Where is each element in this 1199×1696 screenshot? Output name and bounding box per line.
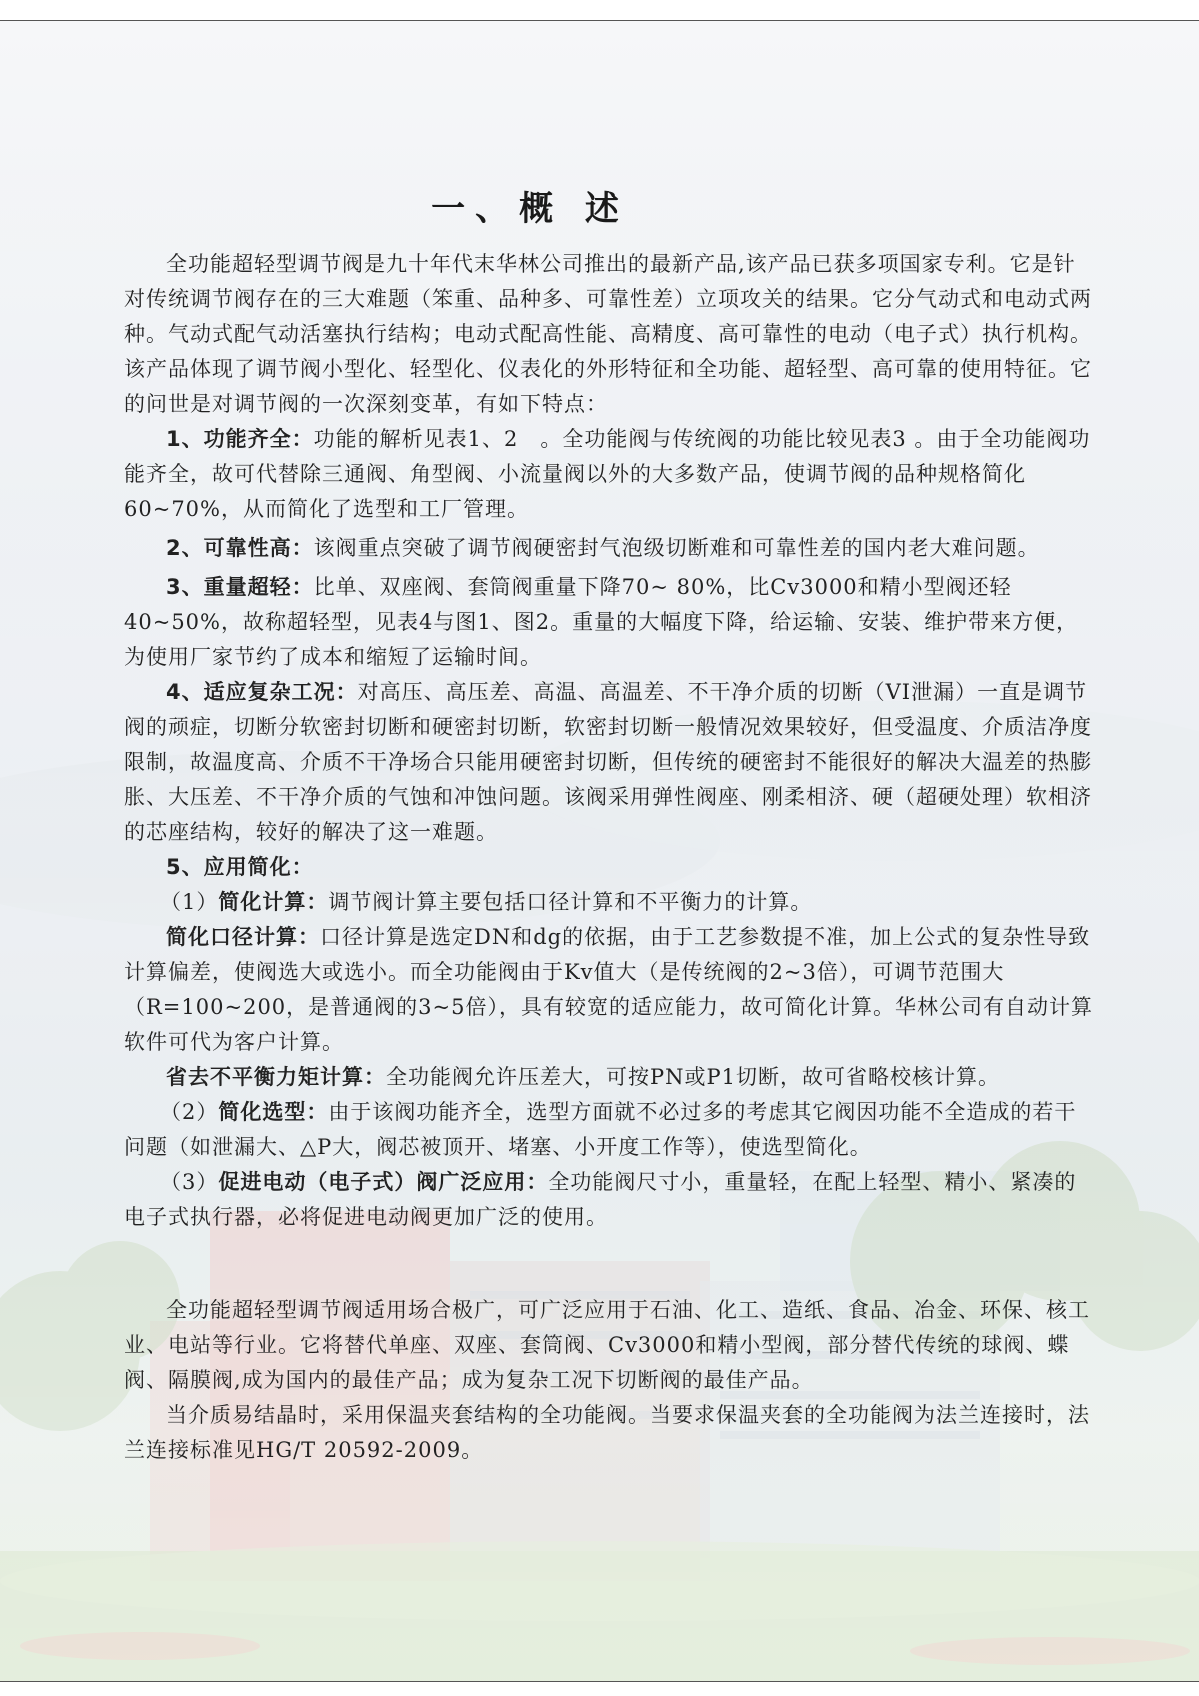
feature-4-text: 对高压、高压差、高温、高温差、不干净介质的切断（VI泄漏）一直是调节阀的顽症，切断分软密封切断和硬密封切断，软密封切断一般情况效果较好，但受温度、介质洁净度限制，故温度高、介质不干净场合只能用硬密封切断，但传统的硬密封不能很好的解决大温差的热膨胀、大压差、不干净介质的气蚀和冲蚀问题。该阀采用弹性阀座、刚柔相济、硬（超硬处理）软相济的芯座结构，较好的解决了这一难题。 bbox=[124, 680, 1092, 844]
simplify-1-prefix: （1） bbox=[160, 890, 219, 914]
simplify-1-heading: 简化计算： bbox=[218, 890, 329, 914]
body-text bbox=[124, 247, 1094, 1468]
simplify-2-text: 由于该阀功能齐全，选型方面就不必过多的考虑其它阀因功能不全造成的若干问题（如泄漏大、△P大，阀芯被顶开、堵塞、小开度工作等），使选型简化。 bbox=[124, 1100, 1077, 1159]
feature-4-heading: 4、适应复杂工况： bbox=[166, 680, 358, 704]
simplify-1a-heading: 简化口径计算： bbox=[166, 925, 320, 949]
simplify-1-text: 调节阀计算主要包括口径计算和不平衡力的计算。 bbox=[328, 890, 813, 914]
feature-3-text: 比单、双座阀、套筒阀重量下降70~ 80%，比Cv3000和精小型阀还轻40~50%，故称超轻型，见表4与图1、图2。重量的大幅度下降，给运输、安装、维护带来方便，为使用厂家节约了成本和缩短了运输时间。 bbox=[124, 575, 1079, 669]
simplify-1b-text: 全功能阀允许压差大，可按PN或P1切断，故可省略校核计算。 bbox=[386, 1065, 1000, 1089]
simplify-3-prefix: （3） bbox=[160, 1170, 219, 1194]
feature-1 bbox=[124, 422, 1094, 527]
page-frame bbox=[0, 20, 1199, 1682]
feature-4 bbox=[124, 675, 1094, 850]
feature-3-heading: 3、重量超轻： bbox=[166, 575, 314, 599]
application-paragraph: 全功能超轻型调节阀适用场合极广，可广泛应用于石油、化工、造纸、食品、冶金、环保、核工业、电站等行业。它将替代单座、双座、套筒阀、Cv3000和精小型阀，部分替代传统的球阀、蝶阀、隔膜阀,成为国内的最佳产品；成为复杂工况下切断阀的最佳产品。 bbox=[124, 1298, 1090, 1392]
simplify-3-text: 全功能阀尺寸小，重量轻，在配上轻型、精小、紧凑的电子式执行器，必将促进电动阀更加广泛的使用。 bbox=[124, 1170, 1077, 1229]
simplify-1b bbox=[124, 1060, 1094, 1095]
simplify-1a bbox=[124, 920, 1094, 1060]
simplify-3 bbox=[124, 1165, 1094, 1235]
feature-5 bbox=[124, 850, 1094, 885]
intro-paragraph: 全功能超轻型调节阀是九十年代末华林公司推出的最新产品,该产品已获多项国家专利。它是针对传统调节阀存在的三大难题（笨重、品种多、可靠性差）立项攻关的结果。它分气动式和电动式两种。气动式配气动活塞执行结构；电动式配高性能、高精度、高可靠性的电动（电子式）执行机构。该产品体现了调节阀小型化、轻型化、仪表化的外形特征和全功能、超轻型、高可靠的使用特征。它的问世是对调节阀的一次深刻变革，有如下特点： bbox=[124, 252, 1092, 416]
simplify-1 bbox=[124, 885, 1094, 920]
feature-1-text: 功能的解析见表1、2 。全功能阀与传统阀的功能比较见表3 。由于全功能阀功能齐全，故可代替除三通阀、角型阀、小流量阀以外的大多数产品，使调节阀的品种规格简化60~70%，从而简化了选型和工厂管理。 bbox=[124, 427, 1091, 521]
feature-2-text: 该阀重点突破了调节阀硬密封气泡级切断难和可靠性差的国内老大难问题。 bbox=[313, 536, 1040, 560]
feature-1-heading: 1、功能齐全： bbox=[166, 427, 314, 451]
feature-2 bbox=[124, 531, 1094, 566]
feature-3 bbox=[124, 570, 1094, 675]
simplify-1a-text: 口径计算是选定DN和dg的依据，由于工艺参数提不准，加上公式的复杂性导致计算偏差，使阀选大或选小。而全功能阀由于Kv值大（是传统阀的2~3倍），可调节范围大（R=100~200，是普通阀的3~5倍），具有较宽的适应能力，故可简化计算。华林公司有自动计算软件可代为客户计算。 bbox=[124, 925, 1093, 1054]
jacket-paragraph: 当介质易结晶时，采用保温夹套结构的全功能阀。当要求保温夹套的全功能阀为法兰连接时，法兰连接标准见HG/T 20592-2009。 bbox=[124, 1403, 1090, 1462]
feature-5-heading: 5、应用简化： bbox=[166, 855, 314, 879]
simplify-3-heading: 促进电动（电子式）阀广泛应用： bbox=[218, 1170, 549, 1194]
simplify-2 bbox=[124, 1095, 1094, 1165]
feature-2-heading: 2、可靠性高： bbox=[166, 536, 314, 560]
page-title: 一、概 述 bbox=[431, 189, 629, 229]
simplify-2-prefix: （2） bbox=[160, 1100, 219, 1124]
simplify-1b-heading: 省去不平衡力矩计算： bbox=[166, 1065, 386, 1089]
simplify-2-heading: 简化选型： bbox=[218, 1100, 329, 1124]
